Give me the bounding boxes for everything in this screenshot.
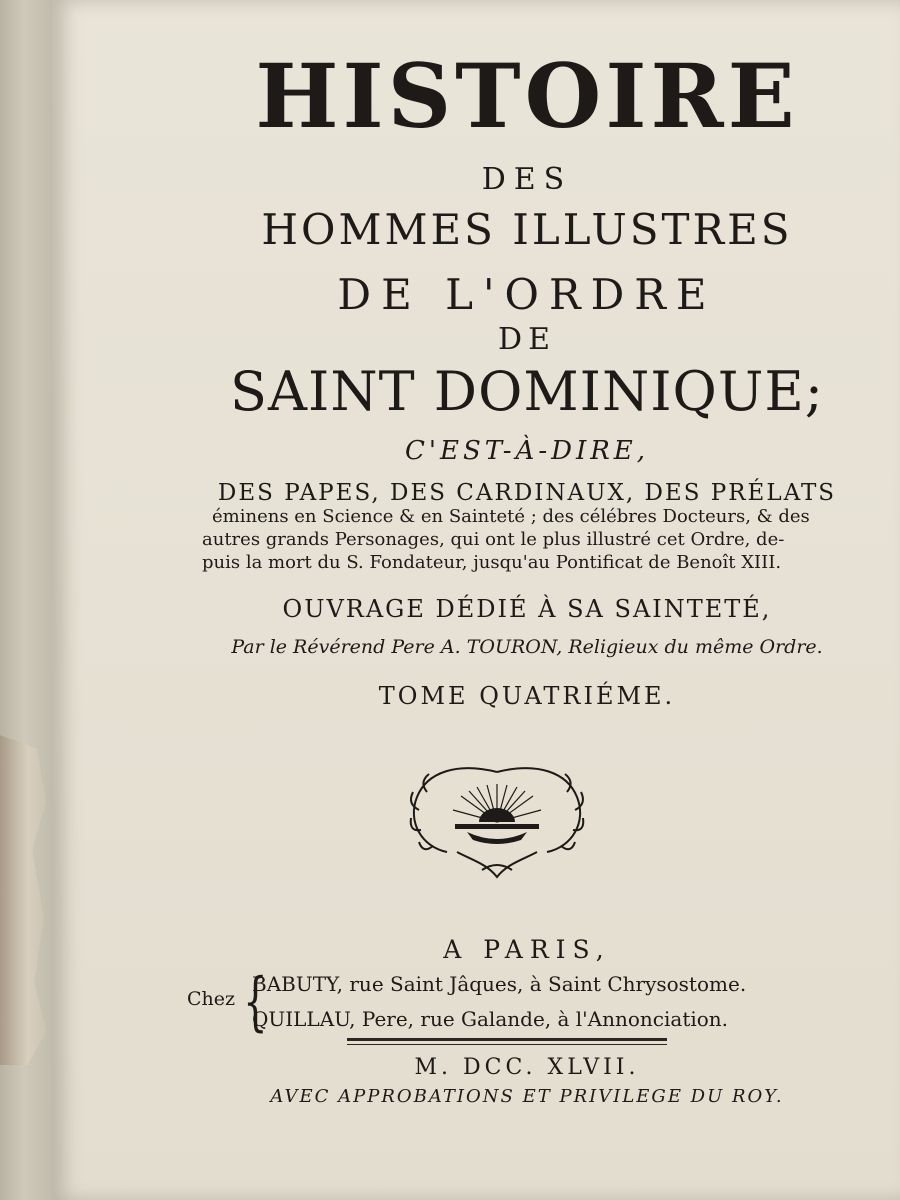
torn-edge bbox=[0, 735, 46, 1065]
dedication: OUVRAGE DÉDIÉ À SA SAINTETÉ, bbox=[282, 595, 772, 623]
imprint-city: A PARIS, bbox=[443, 935, 611, 964]
imprint-chez: Chez bbox=[187, 988, 236, 1010]
title-de: DE bbox=[498, 322, 556, 357]
brace-icon: { bbox=[243, 965, 268, 1039]
printer-quillau: QUILLAU, Pere, rue Galande, à l'Annonciation. bbox=[252, 1007, 729, 1031]
subtitle-line-2: autres grands Personages, qui ont le plus illustré cet Ordre, de- bbox=[202, 529, 785, 550]
printer-babuty: BABUTY, rue Saint Jâques, à Saint Chrysostome. bbox=[252, 972, 747, 996]
subtitle-line-3: puis la mort du S. Fondateur, jusqu'au Pontificat de Benoît XIII. bbox=[202, 552, 782, 573]
privilege-line: AVEC APPROBATIONS ET PRIVILEGE DU ROY. bbox=[270, 1086, 784, 1107]
subtitle-paragraph bbox=[202, 505, 822, 574]
vignette-sunburst-icon bbox=[397, 752, 597, 882]
volume-label: TOME QUATRIÉME. bbox=[378, 682, 676, 710]
title-page bbox=[52, 0, 900, 1200]
subtitle-cest-a-dire: C'EST-À-DIRE, bbox=[404, 436, 650, 466]
double-rule-bottom bbox=[347, 1044, 667, 1045]
title-des: DES bbox=[481, 162, 573, 197]
title-de-lordre: DE L'ORDRE bbox=[337, 270, 717, 319]
subtitle-line-1: éminens en Science & en Sainteté ; des célébres Docteurs, & des bbox=[212, 506, 810, 527]
subtitle-papes: DES PAPES, DES CARDINAUX, DES PRÉLATS bbox=[217, 480, 837, 506]
title-saint-dominique: SAINT DOMINIQUE; bbox=[230, 360, 824, 423]
double-rule-top bbox=[347, 1038, 667, 1041]
title-histoire: HISTOIRE bbox=[255, 44, 799, 148]
title-hommes-illustres: HOMMES ILLUSTRES bbox=[261, 205, 793, 254]
author-line: Par le Révérend Pere A. TOURON, Religieux du même Ordre. bbox=[231, 636, 823, 658]
imprint-year: M. DCC. XLVII. bbox=[414, 1055, 640, 1080]
